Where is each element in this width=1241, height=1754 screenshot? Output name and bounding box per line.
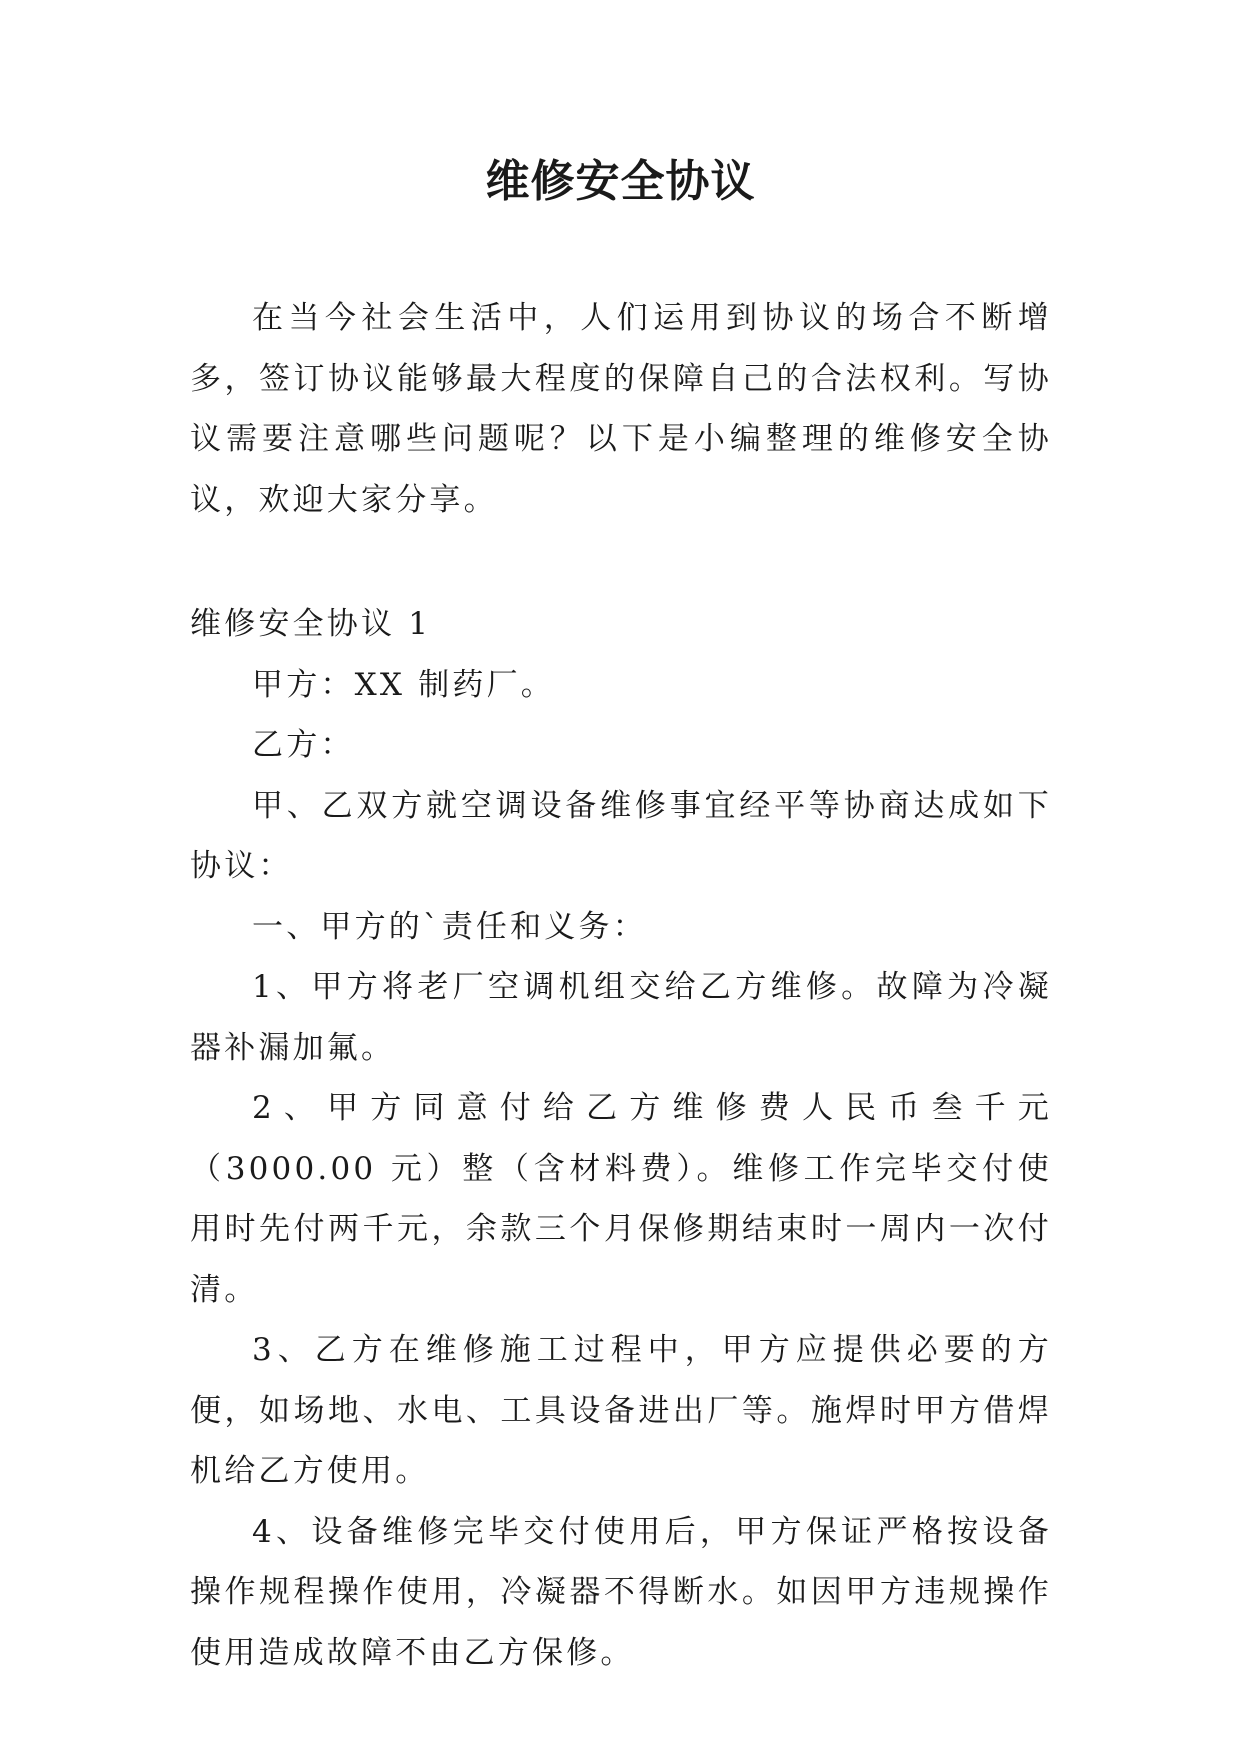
document-body — [190, 288, 1052, 1683]
party-a-line: 甲方：XX 制药厂。 — [252, 666, 555, 703]
clause-2: 2、甲方同意付给乙方维修费人民币叁千元（3000.00 元）整（含材料费）。维修工作完毕交付使用时先付两千元，余款三个月保修期结束时一周内一次付清。 — [190, 1090, 1052, 1308]
party-b-line: 乙方： — [252, 727, 355, 763]
paragraph-gap — [190, 530, 1052, 594]
section-heading: 维修安全协议 1 — [190, 606, 432, 642]
section-one-heading: 一、甲方的`责任和义务： — [252, 908, 647, 945]
clause-3: 3、乙方在维修施工过程中，甲方应提供必要的方便，如场地、水电、工具设备进出厂等。施焊时甲方借焊机给乙方使用。 — [190, 1332, 1052, 1489]
clause-1: 1、甲方将老厂空调机组交给乙方维修。故障为冷凝器补漏加氟。 — [190, 969, 1052, 1066]
agreement-intro-paragraph: 甲、乙双方就空调设备维修事宜经平等协商达成如下协议： — [190, 787, 1052, 884]
clause-4: 4、设备维修完毕交付使用后，甲方保证严格按设备操作规程操作使用，冷凝器不得断水。如因甲方违规操作使用造成故障不由乙方保修。 — [190, 1513, 1052, 1671]
intro-paragraph: 在当今社会生活中，人们运用到协议的场合不断增多，签订协议能够最大程度的保障自己的合法权利。写协议需要注意哪些问题呢？以下是小编整理的维修安全协议，欢迎大家分享。 — [190, 300, 1052, 518]
document-title: 维修安全协议 — [485, 156, 756, 207]
